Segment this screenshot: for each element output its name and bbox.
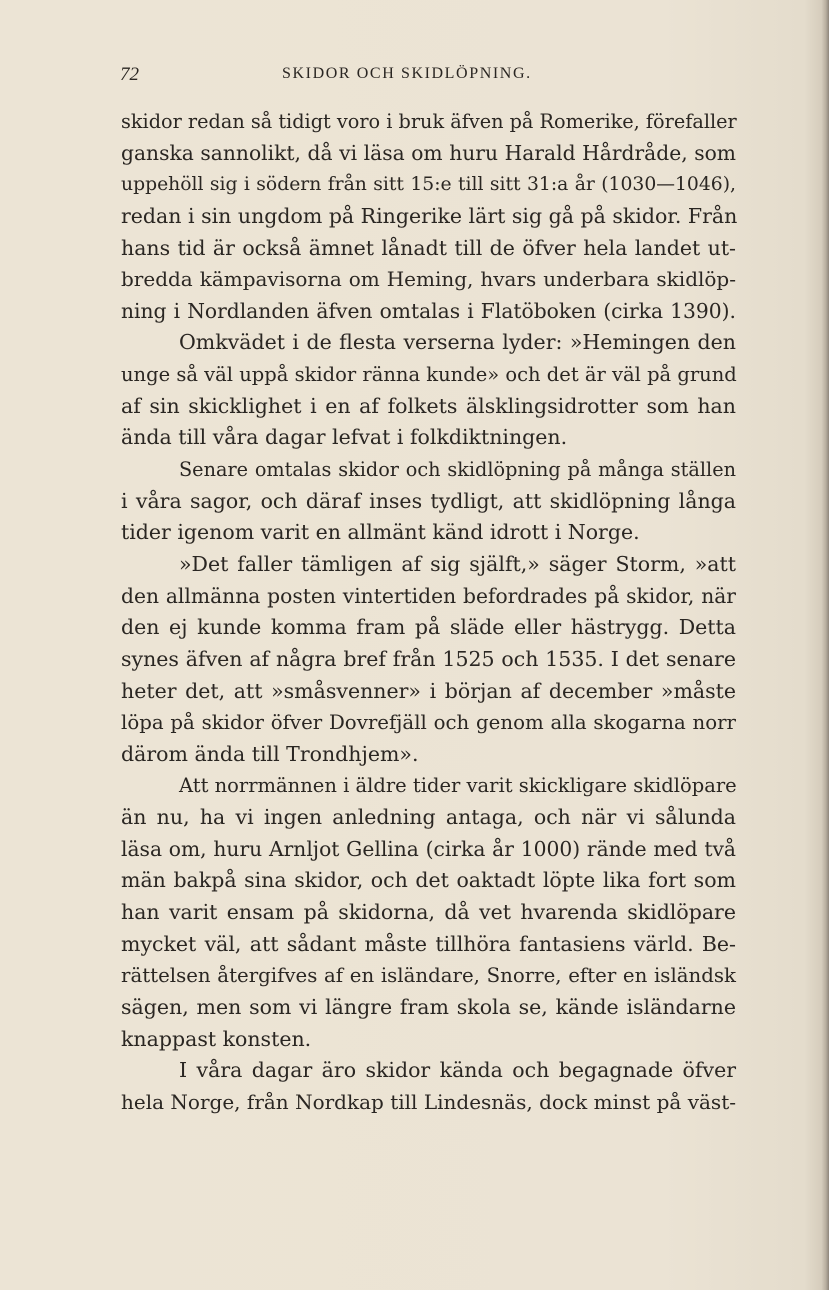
text-line: den ej kunde komma fram på släde eller hästrygg. Detta (121, 615, 736, 640)
text-line: löpa på skidor öfver Dovrefjäll och genom alla skogarna norr (121, 711, 736, 735)
text-line: synes äfven af några bref från 1525 och 1535. I det senare (121, 646, 736, 671)
text-line: bredda kämpavisorna om Heming, hvars underbara skidlöp- (121, 267, 736, 292)
text-line: af sin skicklighet i en af folkets älsklingsidrotter som han (121, 393, 736, 418)
text-line: ganska sannolikt, då vi läsa om huru Harald Hårdråde, som (121, 140, 736, 165)
text-line: Att norrmännen i äldre tider varit skickligare skidlöpare (179, 774, 737, 798)
text-line: uppehöll sig i södern från sitt 15:e till sitt 31:a år (1030—1046), (121, 174, 736, 196)
text-line: knappast konsten. (121, 1026, 312, 1051)
text-line: rättelsen återgifves af en isländare, Snorre, efter en isländsk (121, 964, 736, 988)
page-number: 72 (120, 64, 139, 85)
text-line: ända till våra dagar lefvat i folkdiktningen. (121, 425, 568, 450)
text-line: skidor redan så tidigt voro i bruk äfven på Romerike, förefaller (121, 110, 737, 133)
text-line: unge så väl uppå skidor ränna kunde» och det är väl på grund (121, 363, 737, 387)
text-line: män bakpå sina skidor, och det oaktadt löpte lika fort som (121, 868, 736, 893)
running-head: SKIDOR OCH SKIDLÖPNING. (282, 65, 532, 82)
text-line: hela Norge, från Nordkap till Lindesnäs, dock minst på väst- (121, 1089, 736, 1114)
text-line: hans tid är också ämnet lånadt till de öfver hela landet ut- (121, 235, 736, 260)
text-line: läsa om, huru Arnljot Gellina (cirka år 1000) rände med två (121, 836, 736, 861)
text-line: än nu, ha vi ingen anledning antaga, och när vi sålunda (121, 805, 736, 830)
text-line: sägen, men som vi längre fram skola se, kände isländarne (121, 994, 736, 1019)
text-line: han varit ensam på skidorna, då vet hvarenda skidlöpare (121, 900, 736, 925)
body-text (121, 106, 736, 1119)
text-line: i våra sagor, och däraf inses tydligt, att skidlöpning långa (121, 488, 736, 513)
text-line: heter det, att »småsvenner» i början af december »måste (121, 678, 736, 703)
page-edge (821, 0, 829, 1290)
text-line: ning i Nordlanden äfven omtalas i Flatöboken (cirka 1390). (121, 298, 736, 323)
text-line: I våra dagar äro skidor kända och begagnade öfver (179, 1058, 736, 1083)
text-line: redan i sin ungdom på Ringerike lärt sig gå på skidor. Från (121, 203, 738, 228)
text-line: »Det faller tämligen af sig själft,» säger Storm, »att (179, 551, 736, 576)
text-line: tider igenom varit en allmänt känd idrott i Norge. (121, 520, 640, 545)
text-line: den allmänna posten vintertiden befordrades på skidor, när (121, 583, 736, 608)
text-line: Senare omtalas skidor och skidlöpning på många ställen (179, 458, 736, 482)
text-line: Omkvädet i de flesta verserna lyder: »Hemingen den (179, 330, 736, 355)
text-line: därom ända till Trondhjem». (121, 741, 419, 766)
page-header (120, 64, 740, 88)
text-line: mycket väl, att sådant måste tillhöra fantasiens värld. Be- (121, 931, 736, 956)
